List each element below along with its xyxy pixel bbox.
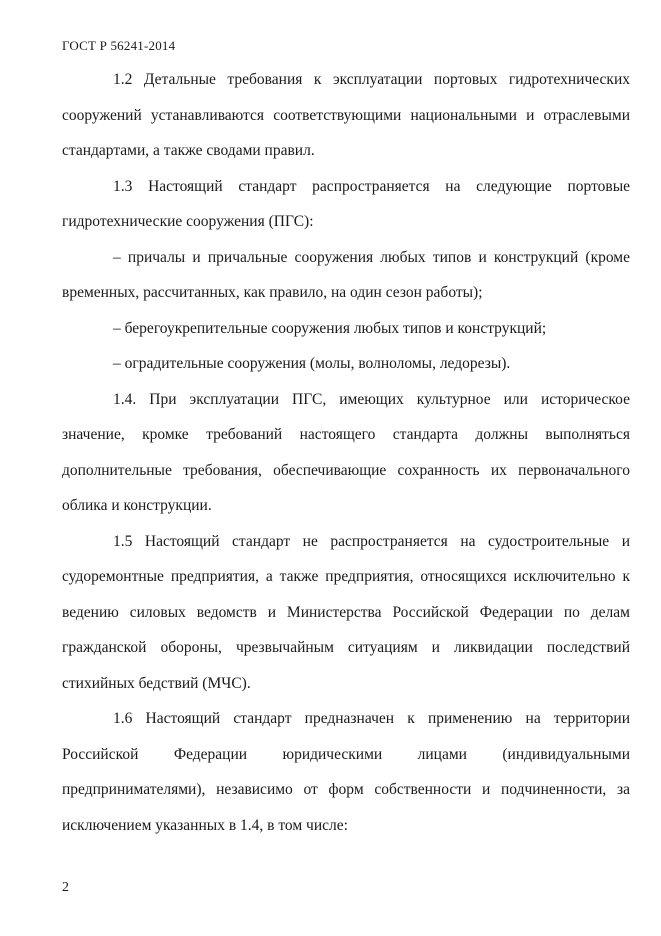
list-item-breakwaters: – оградительные сооружения (молы, волноломы, ледорезы). [113, 355, 511, 372]
document-header: ГОСТ Р 56241-2014 [62, 38, 176, 53]
page-number: 2 [62, 880, 69, 895]
list-item-shore-protection: – берегоукрепительные сооружения любых типов и конструкций; [113, 319, 547, 337]
paragraph-1-6: 1.6 Настоящий стандарт предназначен к применению на территории Российской Федерации юридическими лицами (индивидуальными предпринимателями), независимо от форм собственности и подчиненности, за исключением указанных в 1.4, в том числе: [62, 710, 630, 834]
paragraph-1-3: 1.3 Настоящий стандарт распространяется на следующие портовые гидротехнические сооружения (ПГС): [62, 177, 630, 230]
paragraph-1-5: 1.5 Настоящий стандарт не распространяется на судостроительные и судоремонтные предприятия, а также предприятия, относящихся исключительно к ведению силовых ведомств и Министерства Российской Федерации по делам гражданской обороны, чрезвычайным ситуациям и ликвидации последствий стихийных бедствий (МЧС). [62, 532, 630, 692]
list-item-berths: – причалы и причальные сооружения любых типов и конструкций (кроме временных, рассчитанных, как правило, на один сезон работы); [62, 248, 630, 301]
document-body [62, 62, 630, 843]
paragraph-1-2: 1.2 Детальные требования к эксплуатации портовых гидротехнических сооружений устанавливаются соответствующими национальными и отраслевыми стандартами, а также сводами правил. [62, 71, 630, 159]
paragraph-1-4: 1.4. При эксплуатации ПГС, имеющих культурное или историческое значение, кромке требований настоящего стандарта должны выполняться дополнительные требования, обеспечивающие сохранность их первоначального облика и конструкции. [62, 390, 630, 514]
